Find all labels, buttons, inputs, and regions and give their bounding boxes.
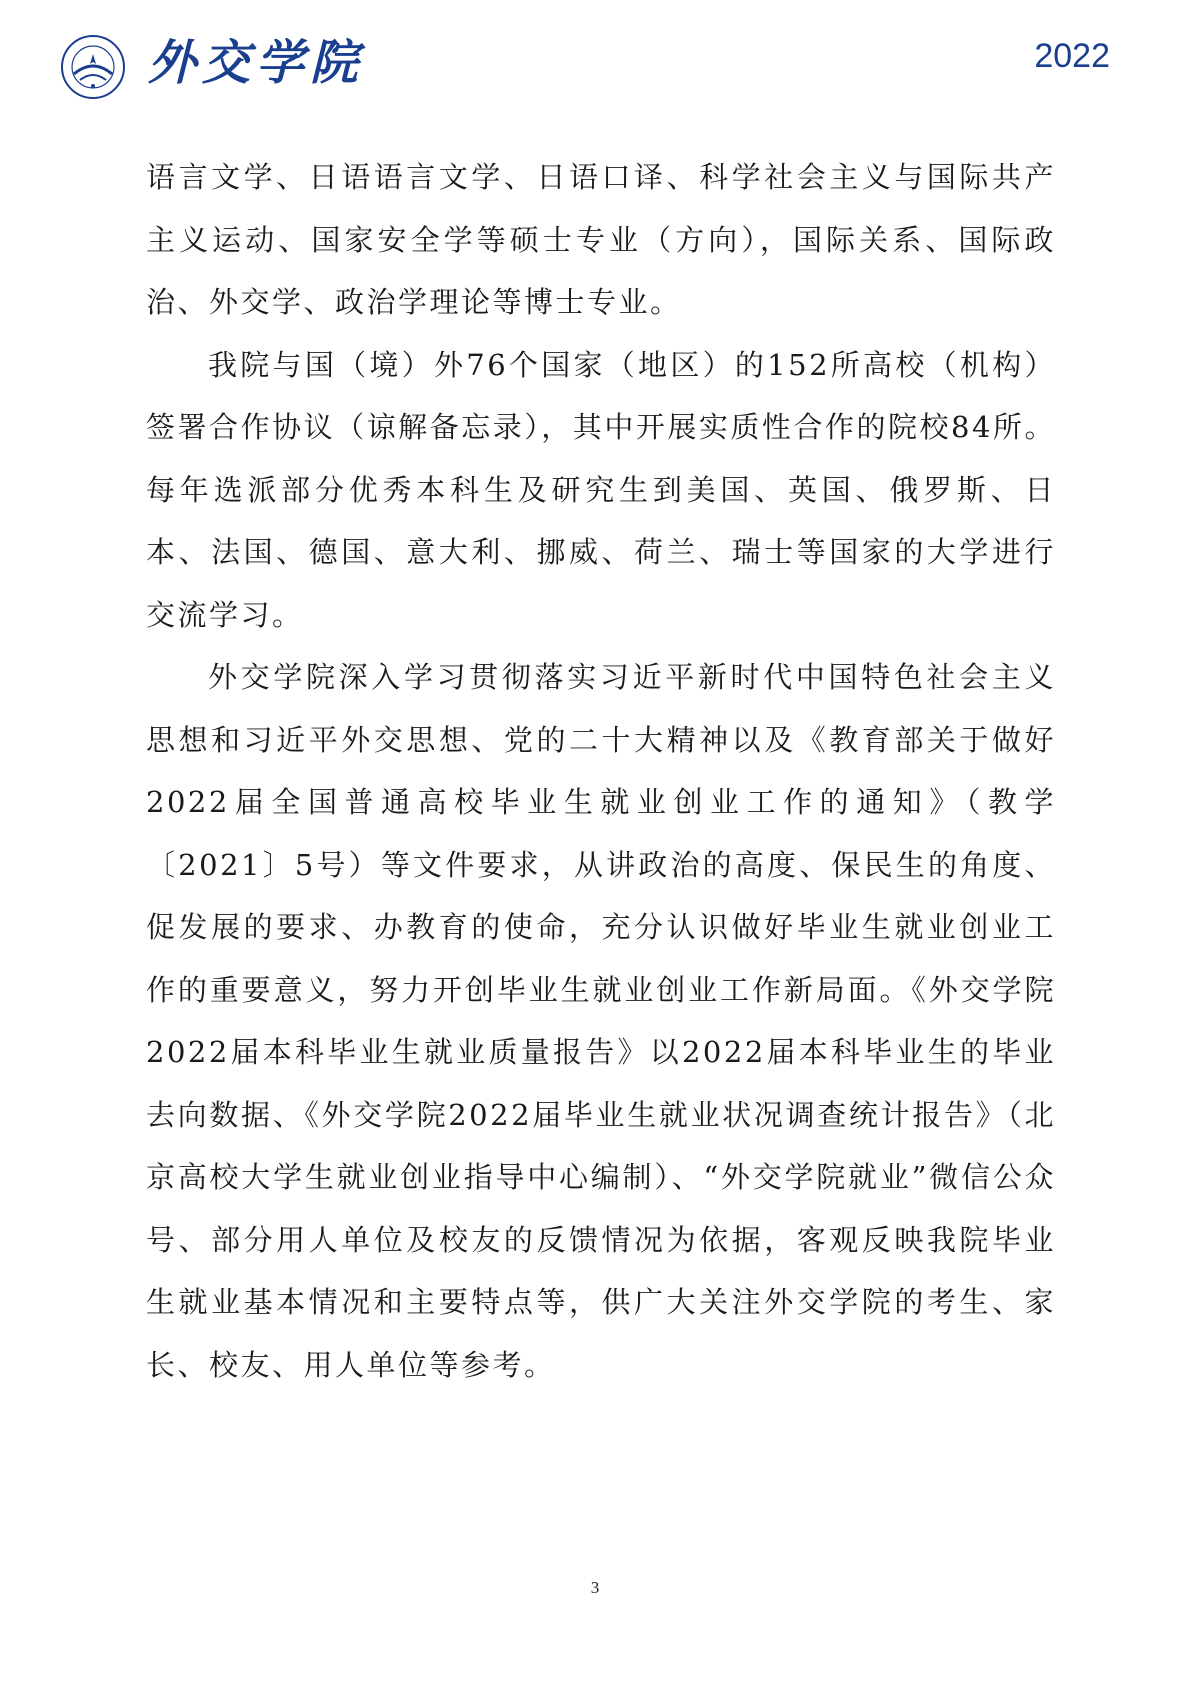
university-seal-logo <box>60 34 126 100</box>
university-logo-text: 外交学院 <box>148 35 365 91</box>
report-year: 2022 <box>1034 37 1110 75</box>
paragraph-3: 外交学院深入学习贯彻落实习近平新时代中国特色社会主义思想和习近平外交思想、党的二十大精神以及《教育部关于做好2022届全国普通高校毕业生就业创业工作的通知》（教学〔2021〕5号）等文件要求，从讲政治的高度、保民生的角度、促发展的要求、办教育的使命，充分认识做好毕业生就业创业工作的重要意义，努力开创毕业生就业创业工作新局面。《外交学院2022届本科毕业生就业质量报告》以2022届本科毕业生的毕业去向数据、《外交学院2022届毕业生就业状况调查统计报告》（北京高校大学生就业创业指导中心编制）、“外交学院就业”微信公众号、部分用人单位及校友的反馈情况为依据，客观反映我院毕业生就业基本情况和主要特点等，供广大关注外交学院的考生、家长、校友、用人单位等参考。 <box>146 660 1056 1382</box>
page-number: 3 <box>590 1578 600 1597</box>
paragraph-2: 我院与国（境）外76个国家（地区）的152所高校（机构）签署合作协议（谅解备忘录），其中开展实质性合作的院校84所。每年选派部分优秀本科生及研究生到美国、英国、俄罗斯、日本、法国、德国、意大利、挪威、荷兰、瑞士等国家的大学进行交流学习。 <box>146 347 1056 632</box>
document-body <box>146 146 1056 1396</box>
paragraph-1: 语言文学、日语语言文学、日语口译、科学社会主义与国际共产主义运动、国家安全学等硕士专业（方向），国际关系、国际政治、外交学、政治学理论等博士专业。 <box>146 160 1056 319</box>
page-header <box>0 0 1190 120</box>
